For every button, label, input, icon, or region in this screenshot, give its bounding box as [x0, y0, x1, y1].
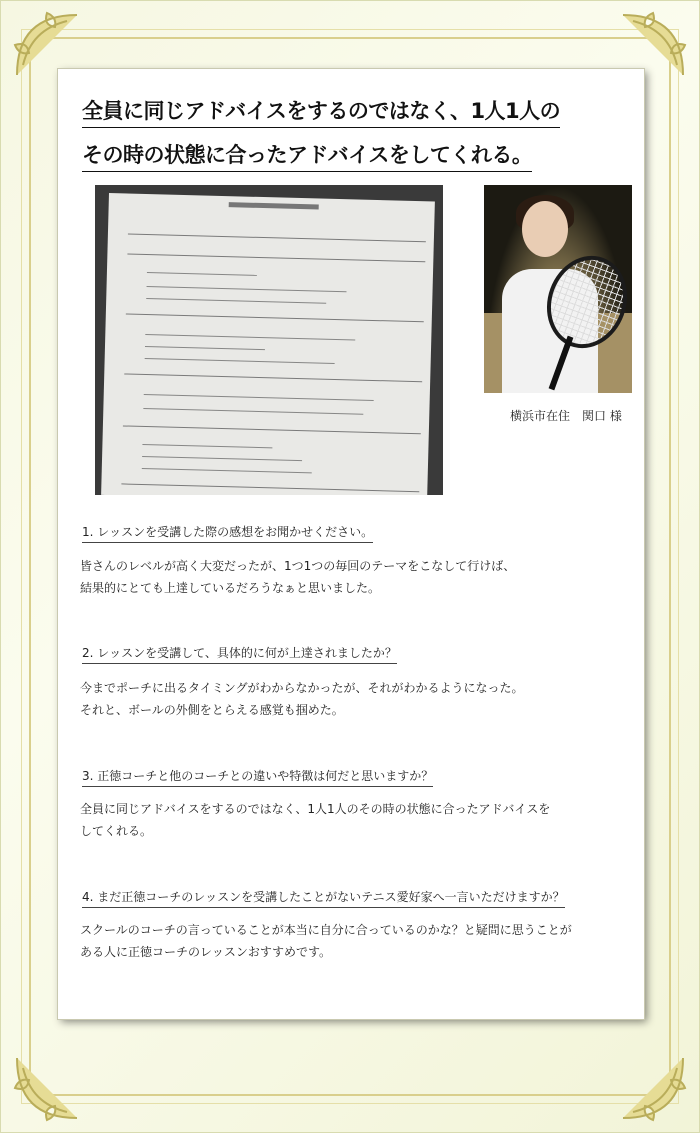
question-4: 4. まだ正徳コーチのレッスンを受講したことがないテニス愛好家へ一言いただけますか？: [82, 888, 565, 908]
answer-1: [80, 555, 515, 599]
testimonial-card: [58, 69, 644, 1019]
corner-ornament-bottom-left: [7, 1038, 97, 1128]
survey-sheet-photo: [95, 185, 443, 495]
answer-3: [80, 798, 550, 842]
answer-line: それと、ボールの外側をとらえる感覚も掴めた。: [80, 703, 344, 717]
answer-line: 全員に同じアドバイスをするのではなく、1人1人のその時の状態に合ったアドバイスを: [80, 802, 551, 816]
survey-sheet: [101, 193, 435, 495]
answer-4: [80, 919, 572, 963]
headline-line-1: 全員に同じアドバイスをするのではなく、1人1人の: [82, 97, 560, 128]
answer-2: [80, 677, 524, 721]
photo-caption: 横浜市在住 関口 様: [510, 409, 622, 423]
answer-line: スクールのコーチの言っていることが本当に自分に合っているのかな？と疑問に思うことが: [80, 923, 572, 937]
question-2: 2. レッスンを受講して、具体的に何が上達されましたか？: [82, 644, 397, 664]
question-1: 1. レッスンを受講した際の感想をお聞かせください。: [82, 523, 373, 543]
customer-photo: [484, 185, 632, 393]
answer-line: 今までポーチに出るタイミングがわからなかったが、それがわかるようになった。: [80, 681, 524, 695]
answer-line: 結果的にとても上達しているだろうなぁと思いました。: [80, 581, 381, 595]
answer-line: 皆さんのレベルが高く大変だったが、1つ1つの毎回のテーマをこなして行けば、: [80, 559, 516, 573]
headline-line-2: その時の状態に合ったアドバイスをしてくれる。: [82, 141, 532, 172]
question-3: 3. 正徳コーチと他のコーチとの違いや特徴は何だと思いますか？: [82, 767, 433, 787]
corner-ornament-bottom-right: [603, 1038, 693, 1128]
answer-line: してくれる。: [80, 824, 153, 838]
answer-line: ある人に正徳コーチのレッスンおすすめです。: [80, 945, 332, 959]
